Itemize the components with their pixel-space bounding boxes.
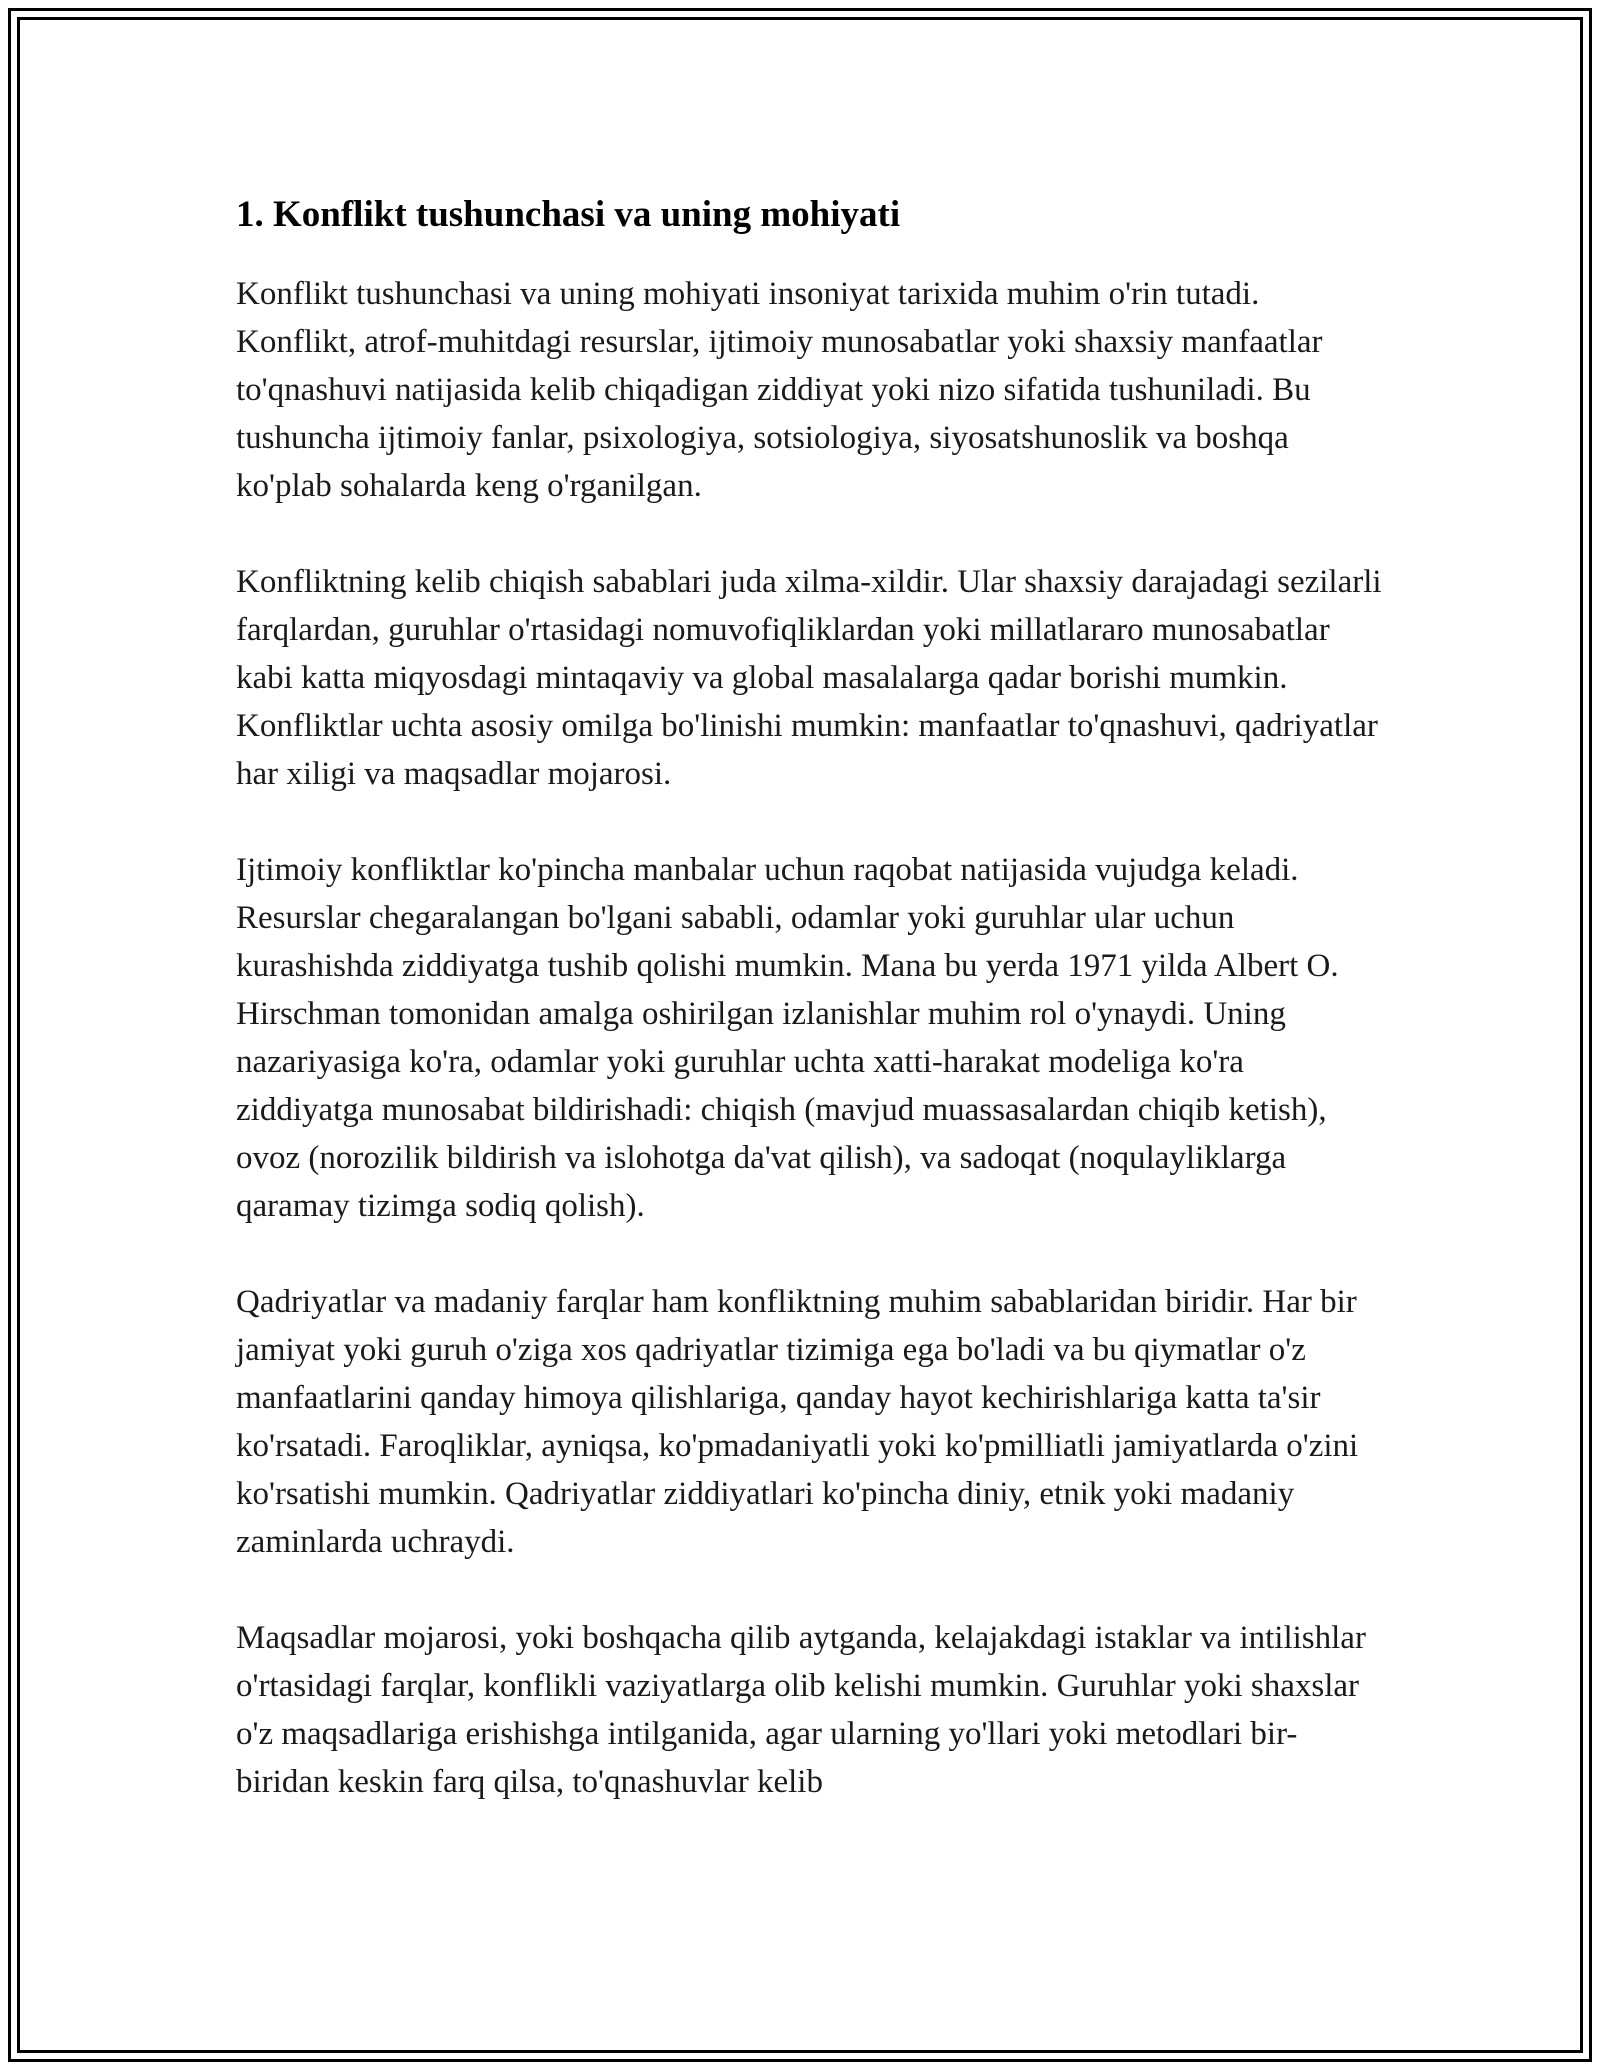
section-heading: 1. Konflikt tushunchasi va uning mohiyati	[236, 194, 901, 235]
paragraph-2: Konfliktning kelib chiqish sabablari juda xilma-xildir. Ular shaxsiy darajadagi sezilarli farqlardan, guruhlar o'rtasidagi nomuvofiqliklardan yoki millatlararo munosabatlar kabi katta miqyosdagi mintaqaviy va global masalalarga qadar borishi mumkin. Konfliktlar uchta asosiy omilga bo'linishi mumkin: manfaatlar to'qnashuvi, qadriyatlar har xiligi va maqsadlar mojarosi.	[236, 564, 1382, 792]
paragraph-5: Maqsadlar mojarosi, yoki boshqacha qilib aytganda, kelajakdagi istaklar va intilishlar o'rtasidagi farqlar, konflikli vaziyatlarga olib kelishi mumkin. Guruhlar yoki shaxslar o'z maqsadlariga erishishga intilganida, agar ularning yo'llari yoki metodlari bir-biridan keskin farq qilsa, to'qnashuvlar kelib	[236, 1620, 1366, 1800]
paragraph-3: Ijtimoiy konfliktlar ko'pincha manbalar uchun raqobat natijasida vujudga keladi. Resurslar chegaralangan bo'lgani sababli, odamlar yoki guruhlar ular uchun kurashishda ziddiyatga tushib qolishi mumkin. Mana bu yerda 1971 yilda Albert O. Hirschman tomonidan amalga oshirilgan izlanishlar muhim rol o'ynaydi. Uning nazariyasiga ko'ra, odamlar yoki guruhlar uchta xatti-harakat modeliga ko'ra ziddiyatga munosabat bildirishadi: chiqish (mavjud muassasalardan chiqib ketish), ovoz (norozilik bildirish va islohotga da'vat qilish), va sadoqat (noqulayliklarga qaramay tizimga sodiq qolish).	[236, 852, 1339, 1224]
document-body	[236, 186, 1386, 1854]
paragraph-4: Qadriyatlar va madaniy farqlar ham konfliktning muhim sabablaridan biridir. Har bir jamiyat yoki guruh o'ziga xos qadriyatlar tizimiga ega bo'ladi va bu qiymatlar o'z manfaatlarini qanday himoya qilishlariga, qanday hayot kechirishlariga katta ta'sir ko'rsatadi. Faroqliklar, ayniqsa, ko'pmadaniyatli yoki ko'pmilliatli jamiyatlarda o'zini ko'rsatishi mumkin. Qadriyatlar ziddiyatlari ko'pincha diniy, etnik yoki madaniy zaminlarda uchraydi.	[236, 1284, 1359, 1560]
paragraph-1: Konflikt tushunchasi va uning mohiyati insoniyat tarixida muhim o'rin tutadi. Konflikt, atrof-muhitdagi resurslar, ijtimoiy munosabatlar yoki shaxsiy manfaatlar to'qnashuvi natijasida kelib chiqadigan ziddiyat yoki nizo sifatida tushuniladi. Bu tushuncha ijtimoiy fanlar, psixologiya, sotsiologiya, siyosatshunoslik va boshqa ko'plab sohalarda keng o'rganilgan.	[236, 276, 1323, 504]
